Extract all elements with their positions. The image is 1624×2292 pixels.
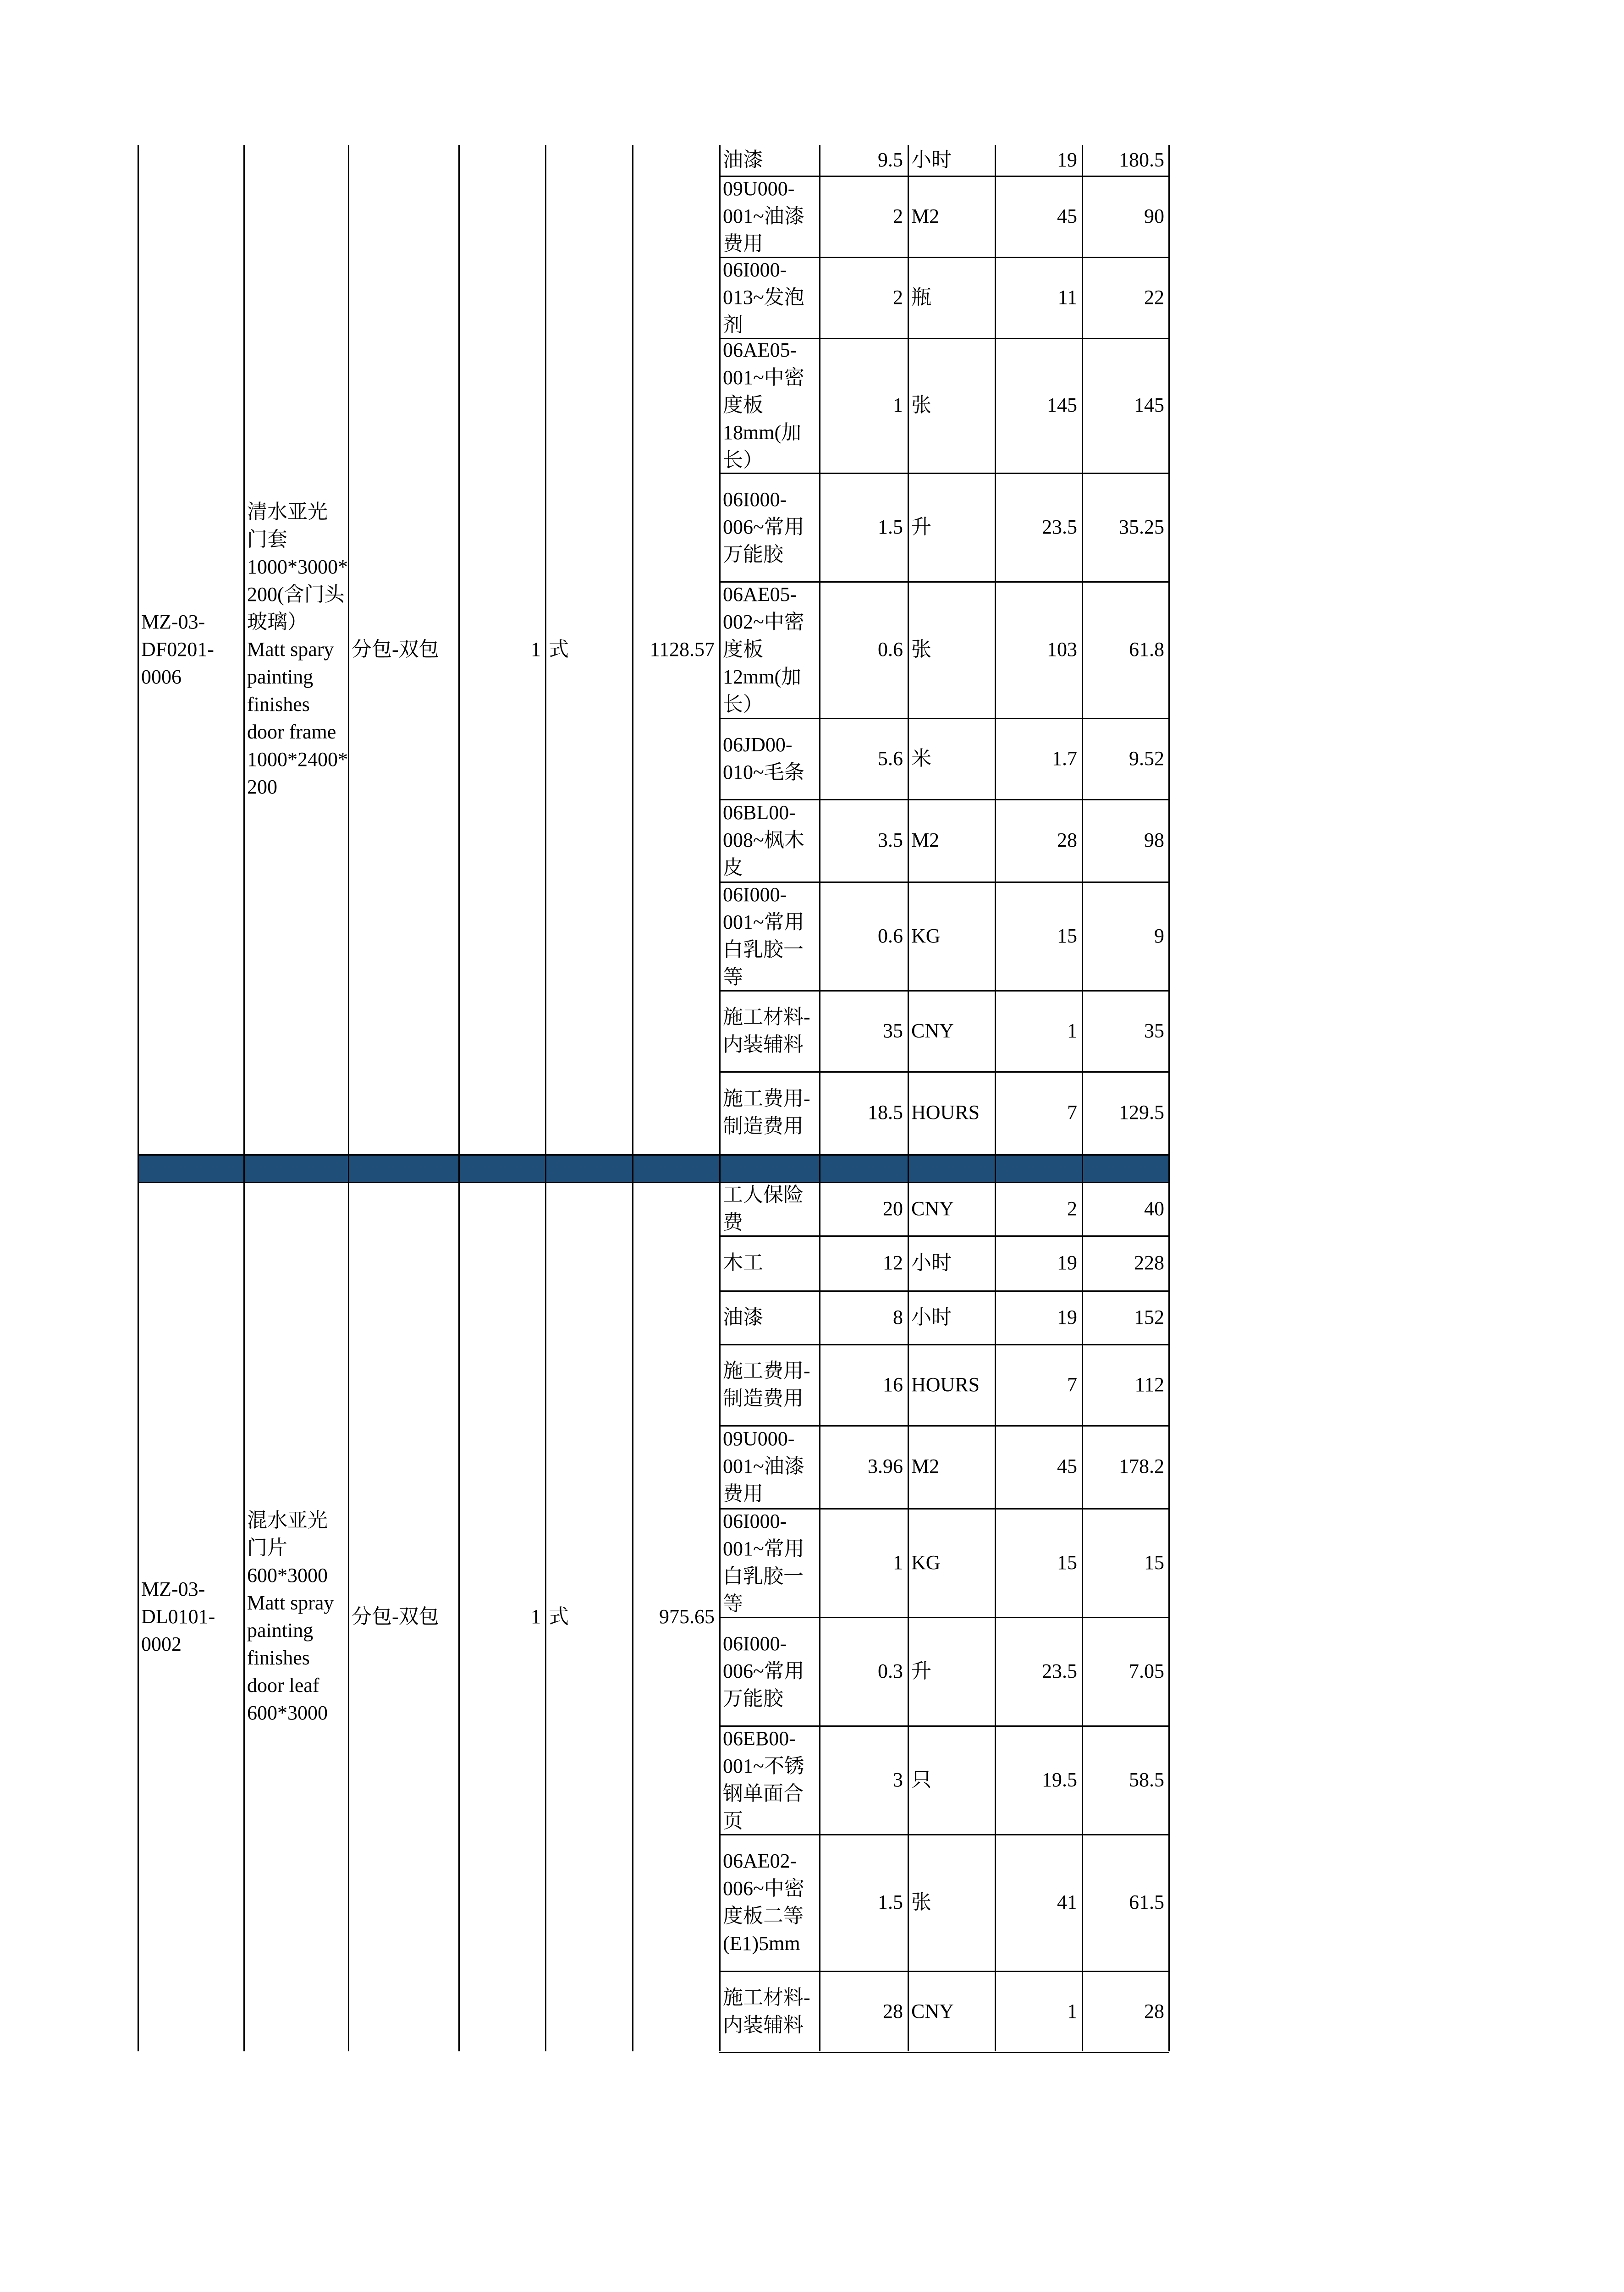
- detail-unit: 升: [911, 516, 931, 538]
- detail-name-cell[interactable]: [719, 990, 819, 1071]
- detail-unit: 小时: [911, 1306, 952, 1328]
- detail-unit: 张: [911, 638, 931, 661]
- detail-price-cell[interactable]: [995, 1971, 1082, 2052]
- detail-name: 油漆: [723, 149, 763, 171]
- grid-vertical-line: [458, 145, 460, 2051]
- detail-amount: 98: [1144, 829, 1164, 851]
- detail-price: 7: [1067, 1373, 1077, 1396]
- detail-quantity-cell[interactable]: [819, 176, 908, 257]
- detail-amount-cell[interactable]: [1082, 799, 1169, 882]
- detail-price-cell[interactable]: [995, 1290, 1082, 1344]
- detail-name: 06I000- 001~常用 白乳胶一 等: [723, 883, 804, 988]
- detail-unit-cell[interactable]: [908, 338, 995, 473]
- detail-name-cell[interactable]: [719, 799, 819, 882]
- detail-price-cell[interactable]: [995, 990, 1082, 1071]
- detail-quantity: 20: [883, 1197, 903, 1220]
- detail-unit-cell[interactable]: [908, 1182, 995, 1235]
- grid-vertical-line: [819, 145, 820, 2051]
- detail-name: 06AE02- 006~中密 度板二等 (E1)5mm: [723, 1850, 804, 1955]
- detail-price-cell[interactable]: [995, 176, 1082, 257]
- detail-price: 19: [1057, 149, 1077, 171]
- detail-name-cell[interactable]: [719, 1290, 819, 1344]
- detail-amount: 40: [1144, 1197, 1164, 1220]
- detail-amount: 61.5: [1129, 1891, 1164, 1913]
- detail-amount: 61.8: [1129, 638, 1164, 661]
- detail-name-cell[interactable]: [719, 1617, 819, 1725]
- detail-quantity: 1: [893, 1551, 903, 1574]
- detail-name-cell[interactable]: [719, 718, 819, 799]
- detail-price: 19.5: [1042, 1769, 1077, 1791]
- detail-price: 45: [1057, 205, 1077, 227]
- detail-price-cell[interactable]: [995, 1425, 1082, 1508]
- detail-quantity: 3: [893, 1769, 903, 1791]
- detail-name: 06I000- 013~发泡 剂: [723, 259, 804, 336]
- detail-amount-cell[interactable]: [1082, 882, 1169, 990]
- detail-unit: 张: [911, 1891, 931, 1913]
- detail-price: 45: [1057, 1455, 1077, 1477]
- detail-unit: KG: [911, 925, 941, 947]
- detail-name: 06EB00- 001~不锈 钢单面合 页: [723, 1727, 804, 1832]
- detail-quantity-cell[interactable]: [819, 1725, 908, 1834]
- detail-unit-cell[interactable]: [908, 990, 995, 1071]
- detail-amount-cell[interactable]: [1082, 1508, 1169, 1617]
- detail-quantity-cell[interactable]: [819, 1071, 908, 1154]
- detail-unit-cell[interactable]: [908, 257, 995, 338]
- detail-quantity-cell[interactable]: [819, 473, 908, 581]
- grid-vertical-line: [138, 145, 139, 2051]
- detail-quantity: 0.3: [878, 1660, 903, 1682]
- detail-unit-cell[interactable]: [908, 176, 995, 257]
- detail-amount: 35: [1144, 1019, 1164, 1042]
- detail-unit-cell[interactable]: [908, 1344, 995, 1425]
- item-unit-cell[interactable]: [545, 145, 632, 1154]
- detail-price-cell[interactable]: [995, 1834, 1082, 1970]
- detail-unit: M2: [911, 829, 940, 851]
- detail-name-cell[interactable]: [719, 1235, 819, 1290]
- detail-unit: CNY: [911, 1019, 954, 1042]
- detail-price-cell[interactable]: [995, 882, 1082, 990]
- detail-unit-cell[interactable]: [908, 882, 995, 990]
- detail-name-cell[interactable]: [719, 1834, 819, 1970]
- grid-horizontal-line: [138, 1154, 1168, 1156]
- item-unit: 式: [549, 638, 569, 661]
- detail-quantity-cell[interactable]: [819, 257, 908, 338]
- detail-amount-cell[interactable]: [1082, 1071, 1169, 1154]
- detail-quantity: 3.5: [878, 829, 903, 851]
- detail-name: 06I000- 006~常用 万能胶: [723, 488, 804, 566]
- item-total-cell[interactable]: [632, 145, 719, 1154]
- detail-quantity-cell[interactable]: [819, 718, 908, 799]
- detail-amount-cell[interactable]: [1082, 338, 1169, 473]
- detail-name: 06JD00- 010~毛条: [723, 733, 804, 783]
- detail-unit-cell[interactable]: [908, 1508, 995, 1617]
- detail-amount-cell[interactable]: [1082, 176, 1169, 257]
- section-separator-band: [138, 1154, 1168, 1182]
- detail-name-cell[interactable]: [719, 338, 819, 473]
- detail-name-cell[interactable]: [719, 1344, 819, 1425]
- detail-amount: 152: [1134, 1306, 1164, 1328]
- grid-vertical-line: [908, 145, 909, 2051]
- detail-unit: 小时: [911, 149, 952, 171]
- detail-amount-cell[interactable]: [1082, 1725, 1169, 1834]
- detail-quantity-cell[interactable]: [819, 581, 908, 717]
- detail-amount-cell[interactable]: [1082, 1344, 1169, 1425]
- detail-name-cell[interactable]: [719, 145, 819, 175]
- grid-horizontal-line: [138, 1182, 1168, 1183]
- detail-price: 145: [1047, 394, 1077, 416]
- grid-vertical-line: [632, 145, 633, 2051]
- detail-quantity-cell[interactable]: [819, 145, 908, 175]
- detail-quantity: 28: [883, 2000, 903, 2022]
- detail-amount: 7.05: [1129, 1660, 1164, 1682]
- detail-quantity: 18.5: [868, 1101, 903, 1124]
- detail-amount-cell[interactable]: [1082, 581, 1169, 717]
- detail-price-cell[interactable]: [995, 1725, 1082, 1834]
- detail-name-cell[interactable]: [719, 257, 819, 338]
- detail-price: 19: [1057, 1306, 1077, 1328]
- detail-unit-cell[interactable]: [908, 581, 995, 717]
- detail-amount-cell[interactable]: [1082, 1235, 1169, 1290]
- detail-price-cell[interactable]: [995, 1182, 1082, 1235]
- item-total: 1128.57: [650, 638, 715, 661]
- detail-unit: M2: [911, 1455, 940, 1477]
- detail-unit-cell[interactable]: [908, 1617, 995, 1725]
- detail-name: 09U000- 001~油漆 费用: [723, 1427, 804, 1505]
- item-type-cell[interactable]: [348, 1182, 458, 2052]
- detail-price: 19: [1057, 1251, 1077, 1274]
- item-total-cell[interactable]: [632, 1182, 719, 2052]
- detail-price: 15: [1057, 1551, 1077, 1574]
- grid-vertical-line: [995, 145, 996, 2051]
- item-description-cell[interactable]: [243, 145, 348, 1154]
- detail-quantity: 3.96: [868, 1455, 903, 1477]
- detail-unit-cell[interactable]: [908, 718, 995, 799]
- detail-amount-cell[interactable]: [1082, 1617, 1169, 1725]
- detail-unit: 张: [911, 394, 931, 416]
- detail-price: 15: [1057, 925, 1077, 947]
- detail-unit: M2: [911, 205, 940, 227]
- detail-unit-cell[interactable]: [908, 799, 995, 882]
- item-type-cell[interactable]: [348, 145, 458, 1154]
- detail-amount-cell[interactable]: [1082, 473, 1169, 581]
- detail-amount: 129.5: [1119, 1101, 1164, 1124]
- detail-quantity: 12: [883, 1251, 903, 1274]
- grid-vertical-line: [719, 145, 721, 2051]
- detail-amount: 22: [1144, 286, 1164, 309]
- detail-quantity-cell[interactable]: [819, 799, 908, 882]
- detail-price-cell[interactable]: [995, 1617, 1082, 1725]
- item-code-cell[interactable]: [138, 145, 243, 1154]
- detail-unit: HOURS: [911, 1101, 980, 1124]
- detail-unit: 升: [911, 1660, 931, 1682]
- detail-name-cell[interactable]: [719, 1725, 819, 1834]
- grid-vertical-line: [1168, 145, 1170, 2051]
- detail-quantity-cell[interactable]: [819, 1235, 908, 1290]
- detail-amount: 112: [1134, 1373, 1164, 1396]
- detail-amount-cell[interactable]: [1082, 257, 1169, 338]
- detail-quantity: 0.6: [878, 638, 903, 661]
- detail-price-cell[interactable]: [995, 799, 1082, 882]
- item-quantity-cell[interactable]: [458, 145, 545, 1154]
- detail-quantity: 1.5: [878, 516, 903, 538]
- item-description: 清水亚光 门套 1000*3000* 200(含门头 玻璃） Matt spary painting finishes door frame 1000*2400* 200: [247, 501, 348, 798]
- detail-price: 1: [1067, 2000, 1077, 2022]
- detail-quantity: 0.6: [878, 925, 903, 947]
- detail-unit-cell[interactable]: [908, 1971, 995, 2052]
- detail-amount: 28: [1144, 2000, 1164, 2022]
- detail-price-cell[interactable]: [995, 145, 1082, 175]
- detail-quantity: 35: [883, 1019, 903, 1042]
- detail-unit: 只: [911, 1769, 931, 1791]
- detail-price: 1.7: [1052, 747, 1077, 770]
- detail-quantity-cell[interactable]: [819, 882, 908, 990]
- detail-amount-cell[interactable]: [1082, 718, 1169, 799]
- detail-quantity: 16: [883, 1373, 903, 1396]
- detail-name: 油漆: [723, 1306, 763, 1328]
- grid-vertical-line: [545, 145, 546, 2051]
- detail-price-cell[interactable]: [995, 338, 1082, 473]
- detail-unit-cell[interactable]: [908, 473, 995, 581]
- detail-unit: CNY: [911, 2000, 954, 2022]
- detail-quantity: 1: [893, 394, 903, 416]
- detail-price: 41: [1057, 1891, 1077, 1913]
- detail-name: 工人保险 费: [723, 1184, 804, 1234]
- detail-unit-cell[interactable]: [908, 1725, 995, 1834]
- detail-amount-cell[interactable]: [1082, 990, 1169, 1071]
- grid-vertical-line: [1082, 145, 1083, 2051]
- detail-unit: 米: [911, 747, 931, 770]
- detail-quantity-cell[interactable]: [819, 338, 908, 473]
- detail-amount: 90: [1144, 205, 1164, 227]
- detail-price-cell[interactable]: [995, 1235, 1082, 1290]
- detail-name-cell[interactable]: [719, 1425, 819, 1508]
- detail-amount-cell[interactable]: [1082, 1971, 1169, 2052]
- grid-horizontal-line: [719, 2052, 1169, 2053]
- detail-name: 施工费用- 制造费用: [723, 1087, 810, 1137]
- detail-name: 06BL00- 008~枫木 皮: [723, 801, 804, 879]
- detail-amount-cell[interactable]: [1082, 1290, 1169, 1344]
- detail-amount: 58.5: [1129, 1769, 1164, 1791]
- detail-quantity-cell[interactable]: [819, 1290, 908, 1344]
- detail-price-cell[interactable]: [995, 1344, 1082, 1425]
- detail-name-cell[interactable]: [719, 1508, 819, 1617]
- detail-unit: 小时: [911, 1251, 952, 1274]
- detail-name-cell[interactable]: [719, 1971, 819, 2052]
- detail-price: 23.5: [1042, 516, 1077, 538]
- detail-quantity-cell[interactable]: [819, 1508, 908, 1617]
- detail-unit: 瓶: [911, 286, 931, 309]
- item-code: MZ-03- DL0101- 0002: [141, 1578, 215, 1655]
- detail-price-cell[interactable]: [995, 1508, 1082, 1617]
- detail-name: 施工材料- 内装辅料: [723, 1986, 810, 2036]
- item-description: 混水亚光 门片 600*3000 Matt spray painting finishes door leaf 600*3000: [247, 1509, 334, 1724]
- detail-unit-cell[interactable]: [908, 1425, 995, 1508]
- item-unit: 式: [549, 1605, 569, 1628]
- detail-amount-cell[interactable]: [1082, 1834, 1169, 1970]
- detail-quantity-cell[interactable]: [819, 1971, 908, 2052]
- detail-amount-cell[interactable]: [1082, 145, 1169, 175]
- detail-quantity-cell[interactable]: [819, 1617, 908, 1725]
- item-total: 975.65: [659, 1605, 715, 1628]
- detail-price-cell[interactable]: [995, 1071, 1082, 1154]
- detail-price: 103: [1047, 638, 1077, 661]
- detail-name: 木工: [723, 1251, 763, 1274]
- detail-quantity: 9.5: [878, 149, 903, 171]
- detail-quantity: 5.6: [878, 747, 903, 770]
- item-quantity-cell[interactable]: [458, 1182, 545, 2052]
- detail-price: 1: [1067, 1019, 1077, 1042]
- detail-unit-cell[interactable]: [908, 145, 995, 175]
- detail-amount: 9: [1154, 925, 1164, 947]
- detail-name: 09U000- 001~油漆 费用: [723, 177, 804, 255]
- detail-unit-cell[interactable]: [908, 1290, 995, 1344]
- detail-price: 7: [1067, 1101, 1077, 1124]
- detail-name-cell[interactable]: [719, 581, 819, 717]
- item-type: 分包-双包: [352, 638, 439, 661]
- detail-name-cell[interactable]: [719, 1071, 819, 1154]
- grid-vertical-line: [243, 145, 245, 2051]
- detail-name-cell[interactable]: [719, 882, 819, 990]
- detail-price-cell[interactable]: [995, 581, 1082, 717]
- detail-price-cell[interactable]: [995, 257, 1082, 338]
- detail-name: 施工费用- 制造费用: [723, 1360, 810, 1410]
- detail-amount-cell[interactable]: [1082, 1182, 1169, 1235]
- detail-name-cell[interactable]: [719, 1182, 819, 1235]
- detail-unit-cell[interactable]: [908, 1834, 995, 1970]
- detail-quantity: 8: [893, 1306, 903, 1328]
- detail-price-cell[interactable]: [995, 718, 1082, 799]
- detail-amount: 145: [1134, 394, 1164, 416]
- detail-unit-cell[interactable]: [908, 1071, 995, 1154]
- detail-price: 28: [1057, 829, 1077, 851]
- detail-amount: 228: [1134, 1251, 1164, 1274]
- detail-price: 11: [1057, 286, 1077, 309]
- detail-amount: 15: [1144, 1551, 1164, 1574]
- item-type: 分包-双包: [352, 1605, 439, 1628]
- item-description-cell[interactable]: [243, 1182, 348, 2052]
- detail-unit: HOURS: [911, 1373, 980, 1396]
- detail-quantity: 2: [893, 286, 903, 309]
- detail-quantity-cell[interactable]: [819, 1344, 908, 1425]
- detail-amount-cell[interactable]: [1082, 1425, 1169, 1508]
- item-quantity: 1: [531, 1605, 541, 1628]
- detail-quantity: 1.5: [878, 1891, 903, 1913]
- detail-name-cell[interactable]: [719, 473, 819, 581]
- detail-name-cell[interactable]: [719, 176, 819, 257]
- detail-unit: CNY: [911, 1197, 954, 1220]
- detail-quantity-cell[interactable]: [819, 1425, 908, 1508]
- item-code: MZ-03- DF0201- 0006: [141, 611, 214, 688]
- detail-amount: 180.5: [1119, 149, 1164, 171]
- detail-amount: 9.52: [1129, 747, 1164, 770]
- detail-name: 06AE05- 001~中密 度板 18mm(加 长）: [723, 339, 804, 471]
- detail-quantity: 2: [893, 205, 903, 227]
- item-quantity: 1: [531, 638, 541, 661]
- detail-name: 施工材料- 内装辅料: [723, 1006, 810, 1056]
- item-unit-cell[interactable]: [545, 1182, 632, 2052]
- detail-quantity-cell[interactable]: [819, 1182, 908, 1235]
- detail-name: 06AE05- 002~中密 度板 12mm(加 长）: [723, 583, 804, 716]
- detail-price-cell[interactable]: [995, 473, 1082, 581]
- detail-price: 23.5: [1042, 1660, 1077, 1682]
- grid-vertical-line: [348, 145, 349, 2051]
- detail-quantity-cell[interactable]: [819, 990, 908, 1071]
- detail-quantity-cell[interactable]: [819, 1834, 908, 1970]
- detail-amount: 35.25: [1119, 516, 1164, 538]
- item-code-cell[interactable]: [138, 1182, 243, 2052]
- detail-unit: KG: [911, 1551, 941, 1574]
- detail-price: 2: [1067, 1197, 1077, 1220]
- detail-name: 06I000- 006~常用 万能胶: [723, 1632, 804, 1710]
- detail-name: 06I000- 001~常用 白乳胶一 等: [723, 1510, 804, 1615]
- detail-unit-cell[interactable]: [908, 1235, 995, 1290]
- detail-amount: 178.2: [1119, 1455, 1164, 1477]
